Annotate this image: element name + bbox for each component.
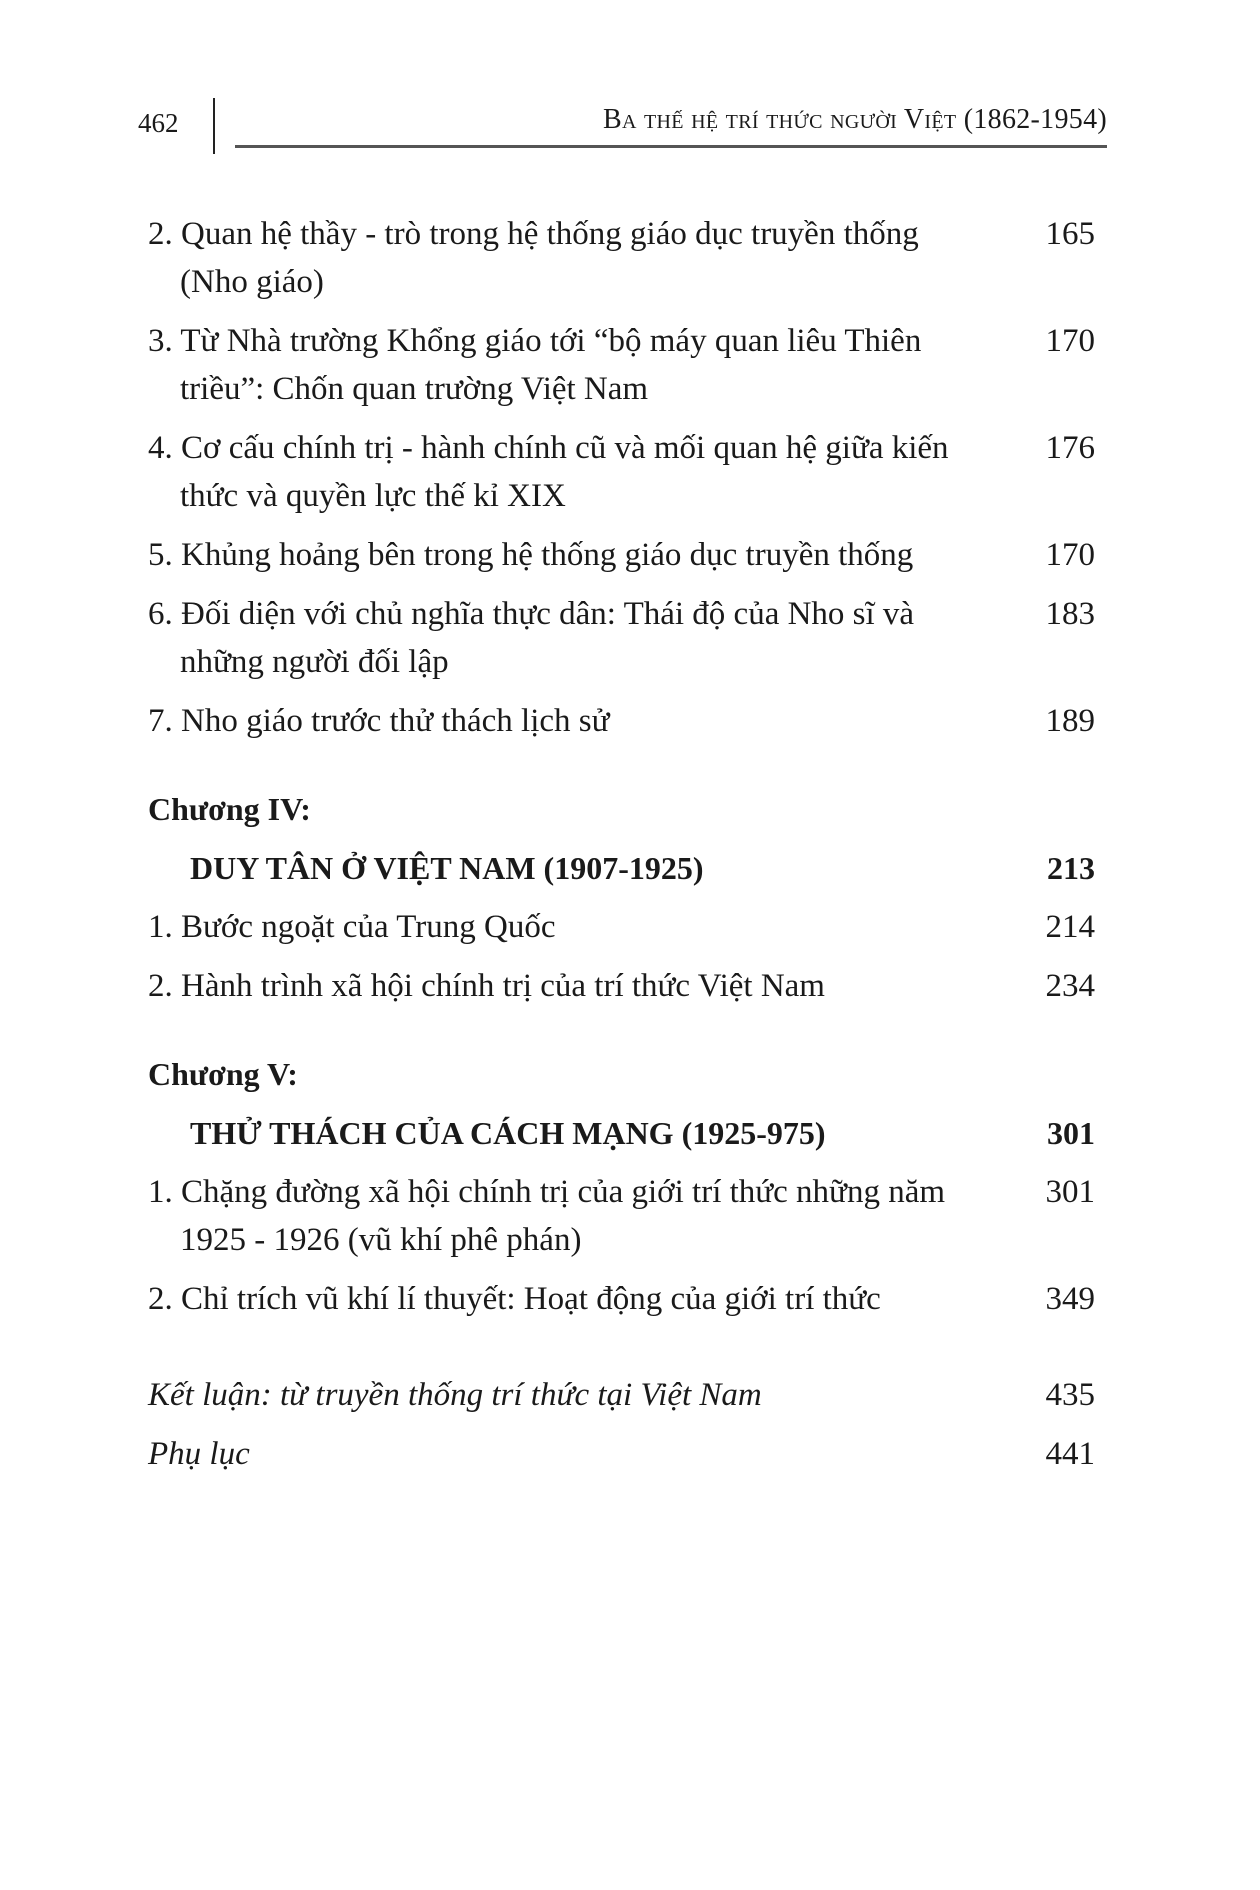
toc-appendix-page: 441 — [1045, 1436, 1095, 1472]
toc-conclusion[interactable] — [148, 1371, 1095, 1419]
toc-entry-text: 2. Quan hệ thầy - trò trong hệ thống giáo dục truyền thống (Nho giáo) — [148, 216, 919, 300]
chapter-title-page: 301 — [1047, 1115, 1095, 1151]
toc-entry-text: 6. Đối diện với chủ nghĩa thực dân: Thái độ của Nho sĩ và những người đối lập — [148, 596, 915, 680]
toc-entry-page: 183 — [1045, 596, 1095, 632]
toc-entry[interactable] — [148, 697, 1095, 745]
toc-entry[interactable] — [148, 590, 1095, 686]
header-rule — [235, 145, 1107, 148]
toc-entry-text: 3. Từ Nhà trường Khổng giáo tới “bộ máy quan liêu Thiên triều”: Chốn quan trường Việt Nam — [148, 323, 922, 407]
toc-entry-page: 214 — [1045, 909, 1095, 945]
chapter-title-page: 213 — [1047, 850, 1095, 886]
toc-entry-text: 2. Chỉ trích vũ khí lí thuyết: Hoạt động của giới trí thức — [148, 1281, 881, 1317]
chapter-5-title[interactable] — [148, 1109, 1095, 1157]
toc-entry-page: 234 — [1045, 968, 1095, 1004]
toc-appendix-text: Phụ lục — [148, 1436, 250, 1472]
page-number: 462 — [138, 108, 179, 138]
toc-entry-text: 1. Bước ngoặt của Trung Quốc — [148, 909, 556, 945]
toc-entry-text: 4. Cơ cấu chính trị - hành chính cũ và mối quan hệ giữa kiến thức và quyền lực thế kỉ XIX — [148, 430, 949, 514]
toc-appendix[interactable] — [148, 1430, 1095, 1478]
toc-entry-page: 165 — [1045, 216, 1095, 252]
chapter-title-text: DUY TÂN Ở VIỆT NAM (1907-1925) — [190, 850, 704, 886]
toc-entry[interactable] — [148, 1275, 1095, 1323]
toc-entry-text: 7. Nho giáo trước thử thách lịch sử — [148, 703, 610, 739]
toc-entry-text: 1. Chặng đường xã hội chính trị của giới trí thức những năm 1925 - 1926 (vũ khí phê phán) — [148, 1174, 946, 1258]
toc-entry-page: 189 — [1045, 703, 1095, 739]
chapter-4-label: Chương IV: — [148, 791, 311, 827]
toc-entry-text: 2. Hành trình xã hội chính trị của trí thức Việt Nam — [148, 968, 825, 1004]
toc-conclusion-text: Kết luận: từ truyền thống trí thức tại Việt Nam — [148, 1377, 762, 1413]
chapter-4-title[interactable] — [148, 844, 1095, 892]
toc-entry[interactable] — [148, 903, 1095, 951]
toc-entry-page: 349 — [1045, 1281, 1095, 1317]
chapter-5-label: Chương V: — [148, 1056, 298, 1092]
toc-entry-page: 170 — [1045, 537, 1095, 573]
toc-entry-page: 176 — [1045, 430, 1095, 466]
table-of-contents — [148, 210, 1095, 1478]
toc-entry-page: 170 — [1045, 323, 1095, 359]
chapter-title-text: THỬ THÁCH CỦA CÁCH MẠNG (1925-975) — [190, 1115, 826, 1151]
toc-entry[interactable] — [148, 531, 1095, 579]
header-divider — [213, 98, 215, 154]
toc-entry[interactable] — [148, 317, 1095, 413]
toc-entry[interactable] — [148, 1168, 1095, 1264]
toc-entry-page: 301 — [1045, 1174, 1095, 1210]
toc-entry[interactable] — [148, 962, 1095, 1010]
running-title: Ba thế hệ trí thức người Việt (1862-1954) — [603, 104, 1107, 135]
toc-entry-text: 5. Khủng hoảng bên trong hệ thống giáo dục truyền thống — [148, 537, 914, 573]
toc-entry[interactable] — [148, 424, 1095, 520]
toc-entry[interactable] — [148, 210, 1095, 306]
toc-conclusion-page: 435 — [1045, 1377, 1095, 1413]
